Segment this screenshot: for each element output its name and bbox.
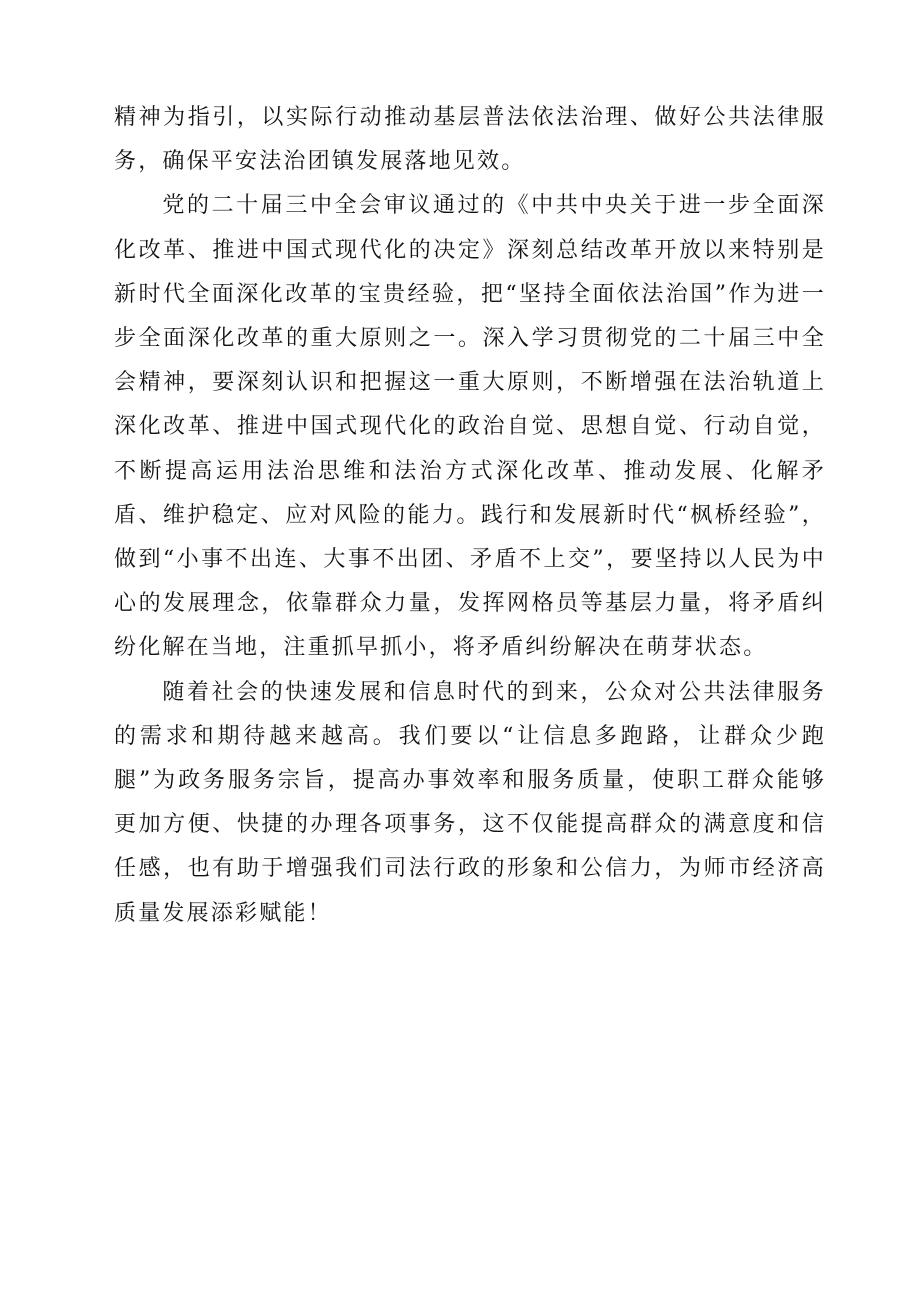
paragraph-reform-principle: 党的二十届三中全会审议通过的《中共中央关于进一步全面深化改革、推进中国式现代化的决定》深刻总结改革开放以来特别是新时代全面深化改革的宝贵经验，把“坚持全面依法治国”作为进一步全面深化改革的重大原则之一。深入学习贯彻党的二十届三中全会精神，要深刻认识和把握这一重大原则，不断增强在法治轨道上深化改革、推进中国式现代化的政治自觉、思想自觉、行动自觉，不断提高运用法治思维和法治方式深化改革、推动发展、化解矛盾、维护稳定、应对风险的能力。践行和发展新时代“枫桥经验”，做到“小事不出连、大事不出团、矛盾不上交”，要坚持以人民为中心的发展理念，依靠群众力量，发挥网格员等基层力量，将矛盾纠纷化解在当地，注重抓早抓小，将矛盾纠纷解决在萌芽状态。 — [114, 193, 826, 661]
document-body — [114, 96, 826, 936]
paragraph-public-legal-service: 随着社会的快速发展和信息时代的到来，公众对公共法律服务的需求和期待越来越高。我们要以“让信息多跑路，让群众少跑腿”为政务服务宗旨，提高办事效率和服务质量，使职工群众能够更加方便、快捷的办理各项事务，这不仅能提高群众的满意度和信任感，也有助于增强我们司法行政的形象和公信力，为师市经济高质量发展添彩赋能！ — [114, 679, 826, 926]
paragraph-continuation: 精神为指引，以实际行动推动基层普法依法治理、做好公共法律服务，确保平安法治团镇发展落地见效。 — [114, 105, 826, 175]
